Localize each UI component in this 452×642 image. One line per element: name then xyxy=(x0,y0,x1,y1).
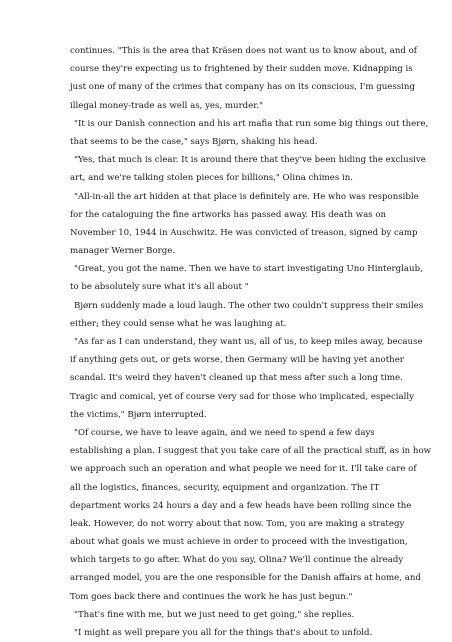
text-line: art, and we're talking stolen pieces for billions," Olina chimes in. xyxy=(70,173,353,184)
text-line: illegal money-trade as well as, yes, murder." xyxy=(70,100,264,111)
text-line: "That's fine with me, but we just need to get going," she replies. xyxy=(74,609,355,620)
text-line: "As far as I can understand, they want us, all of us, to keep miles away, because xyxy=(74,337,423,347)
text-line: November 10, 1944 in Auschwitz. He was convicted of treason, signed by camp xyxy=(70,227,418,238)
text-line: just one of many of the crimes that company has on its conscious, I'm guessing xyxy=(70,82,415,93)
text-line: establishing a plan. I suggest that you take care of all the practical stuff, as in how xyxy=(70,446,431,457)
text-line: to be absolutely sure what it's all about " xyxy=(70,282,249,293)
text-line: "It is our Danish connection and his art mafia that run some big things out there, xyxy=(74,118,429,129)
text-line: department works 24 hours a day and a few heads have been rolling since the xyxy=(70,500,412,511)
text-line: all the logistics, finances, security, equipment and organization. The IT xyxy=(70,482,380,493)
text-line: for the cataloguing the fine artworks has passed away. His death was on xyxy=(70,209,387,220)
body-text xyxy=(70,42,431,642)
text-line: about what goals we must achieve in order to proceed with the investigation, xyxy=(70,537,408,548)
text-line: "Of course, we have to leave again, and we need to spend a few days xyxy=(74,427,375,438)
text-line: either; they could sense what he was laughing at. xyxy=(70,318,287,329)
text-line: arranged model, you are the one responsible for the Danish affairs at home, and xyxy=(70,573,421,584)
text-line: Tom goes back there and continues the work he has just begun." xyxy=(70,591,353,602)
text-line: the victims," Bjørn interrupted. xyxy=(70,409,207,420)
text-line: "Great, you got the name. Then we have to start investigating Uno Hinterglaub, xyxy=(74,264,423,275)
text-line: we approach such an operation and what people we need for it. I'll take care of xyxy=(70,464,417,475)
text-line: continues. "This is the area that Kräsen does not want us to know about, and of xyxy=(70,46,417,56)
text-line: scandal. It's weird they haven't cleaned up that mess after such a long time. xyxy=(70,373,403,384)
text-line: "I might as well prepare you all for the things that's about to unfold. xyxy=(74,628,373,638)
text-line: leak. However, do not worry about that now. Tom, you are making a strategy xyxy=(70,518,405,529)
text-line: that seems to be the case," says Bjørn, shaking his head. xyxy=(70,136,318,147)
text-line: manager Werner Borge. xyxy=(70,246,176,257)
text-line: Tragic and comical, yet of course very sad for those who implicated, especially xyxy=(70,391,414,402)
text-line: Bjørn suddenly made a loud laugh. The other two couldn't suppress their smiles xyxy=(74,300,424,311)
text-line: "All-in-all the art hidden at that place is definitely are. He who was responsible xyxy=(74,191,419,202)
text-line: which targets to go after. What do you say, Olina? We'll continue the already xyxy=(70,555,404,566)
text-line: if anything gets out, or gets worse, then Germany will be having yet another xyxy=(70,355,404,366)
text-line: "Yes, that much is clear. It is around there that they've been hiding the exclusive xyxy=(74,155,426,166)
text-line: course they're expecting us to frightened by their sudden move. Kidnapping is xyxy=(70,64,413,75)
